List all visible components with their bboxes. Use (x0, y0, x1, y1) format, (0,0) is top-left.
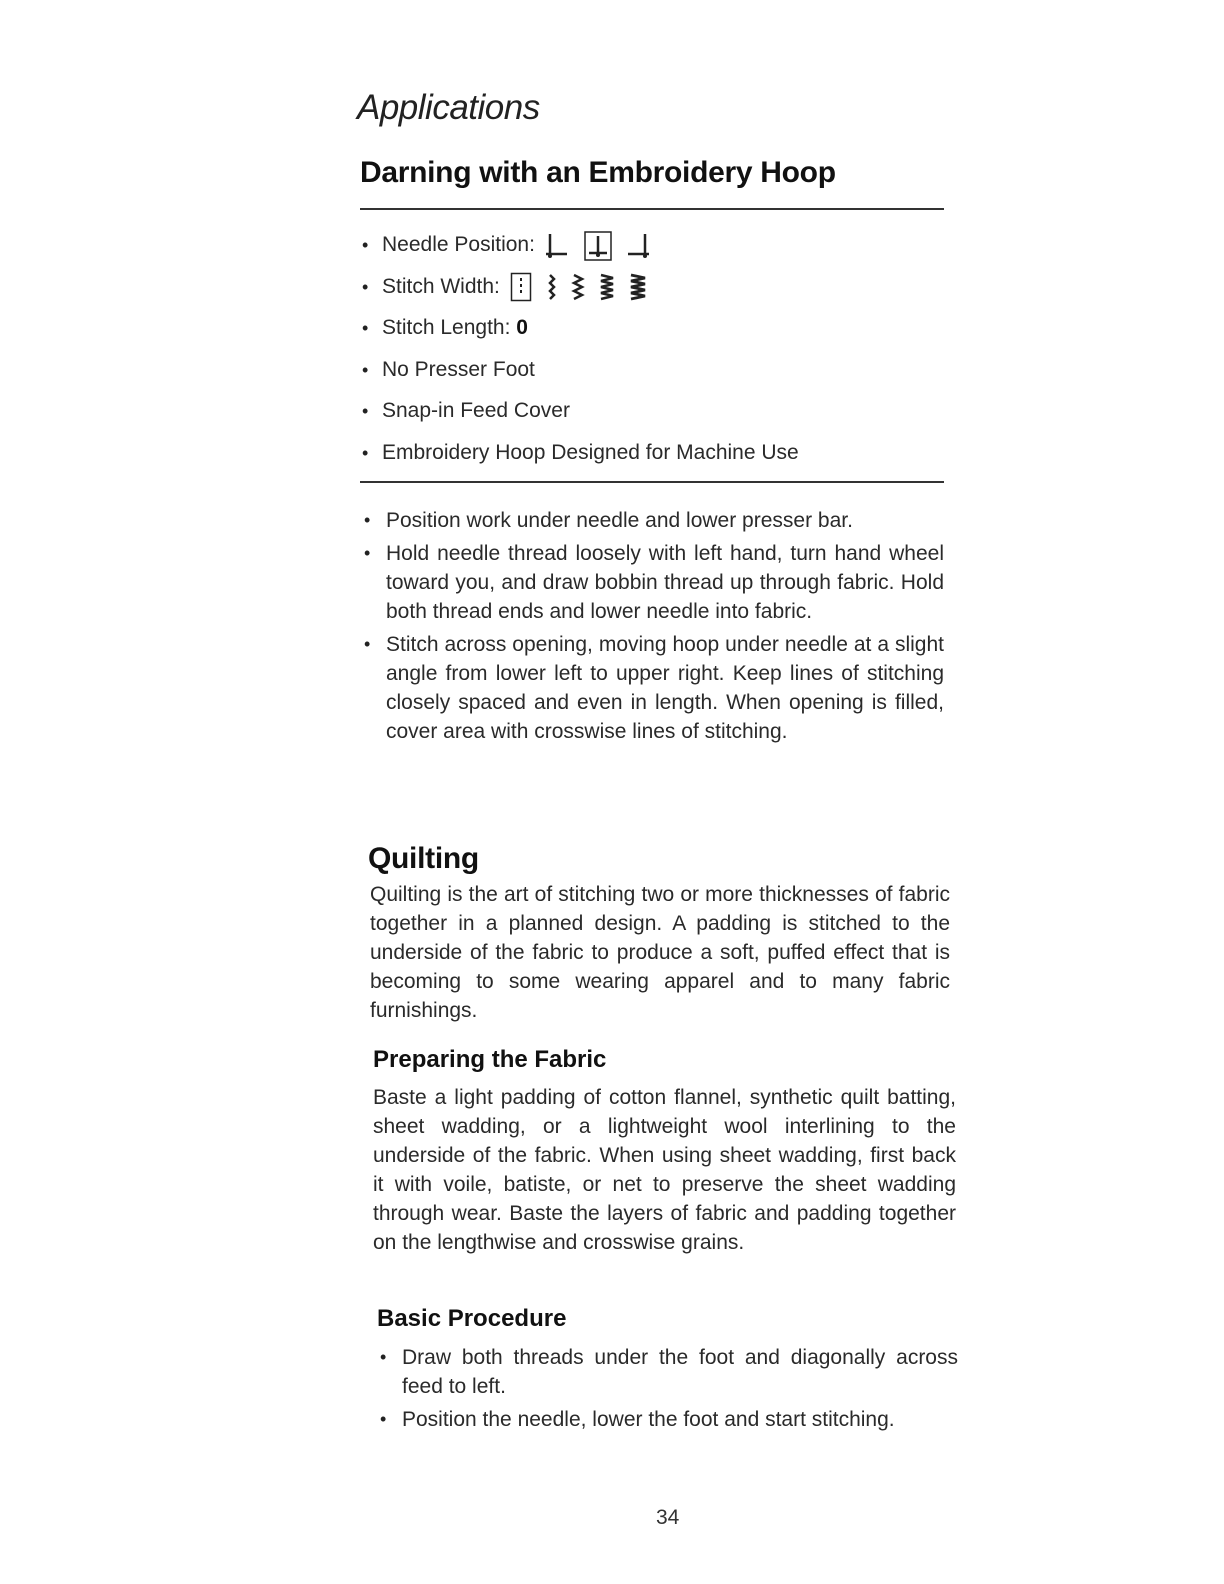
stitch-width-label: Stitch Width: (382, 274, 500, 298)
preparing-text: Baste a light padding of cotton flannel, synthetic quilt batting, sheet wadding, or a lightweight wool interlining to the underside of the fabric. When using sheet wadding, first back it with voile, batiste, or net to preserve the sheet wadding through wear. Baste the layers of fabric and padding together on the lengthwise and crosswise grains. (373, 1086, 956, 1254)
needle-center-selected-icon (583, 230, 613, 262)
needle-position-setting (362, 226, 962, 268)
darning-settings-list (362, 226, 962, 475)
stitch-width-0-selected-icon (510, 272, 532, 302)
quilting-title: Quilting (368, 842, 479, 875)
stitch-width-3-icon (599, 272, 615, 302)
needle-position-icons (545, 226, 659, 264)
list-item: • Position work under needle and lower presser bar. (364, 506, 944, 535)
stitch-width-setting (362, 268, 962, 310)
stitch-width-4-icon (629, 272, 647, 302)
presser-foot-setting: • No Presser Foot (362, 351, 962, 393)
list-item: • Position the needle, lower the foot and start stitching. (380, 1405, 958, 1434)
divider-top (360, 208, 944, 210)
needle-position-label: Needle Position: (382, 233, 535, 256)
stitch-width-1-icon (546, 272, 558, 302)
darning-title: Darning with an Embroidery Hoop (360, 156, 836, 189)
list-item: • Stitch across opening, moving hoop under needle at a slight angle from lower left to upper right. Keep lines of stitching closely spaced and even in length. When opening is filled, cover area with crosswise lines of stitching. (364, 630, 944, 746)
needle-left-icon (545, 232, 569, 260)
hoop-setting: • Embroidery Hoop Designed for Machine Use (362, 434, 962, 476)
basic-procedure-steps (380, 1343, 958, 1438)
preparing-title: Preparing the Fabric (373, 1046, 607, 1073)
stitch-width-2-icon (571, 272, 585, 302)
feed-cover-setting: • Snap-in Feed Cover (362, 392, 962, 434)
quilting-intro: Quilting is the art of stitching two or more thicknesses of fabric together in a planned design. A padding is stitched to the underside of the fabric to produce a soft, puffed effect that is becoming to some wearing apparel and to many fabric furnishings. (370, 883, 950, 1022)
stitch-length-setting (362, 309, 962, 351)
list-item: • Hold needle thread loosely with left hand, turn hand wheel toward you, and draw bobbin thread up through fabric. Hold both thread ends and lower needle into fabric. (364, 539, 944, 626)
stitch-length-label: Stitch Length: (382, 316, 511, 339)
list-item: • Draw both threads under the foot and diagonally across feed to left. (380, 1343, 958, 1401)
stitch-length-value: 0 (516, 316, 528, 339)
needle-right-icon (626, 232, 650, 260)
basic-procedure-title: Basic Procedure (377, 1305, 567, 1332)
darning-steps (364, 506, 944, 750)
section-heading: Applications (357, 88, 540, 127)
page-number: 34 (656, 1506, 680, 1529)
stitch-width-icons (510, 268, 655, 306)
divider-bottom (360, 481, 944, 483)
